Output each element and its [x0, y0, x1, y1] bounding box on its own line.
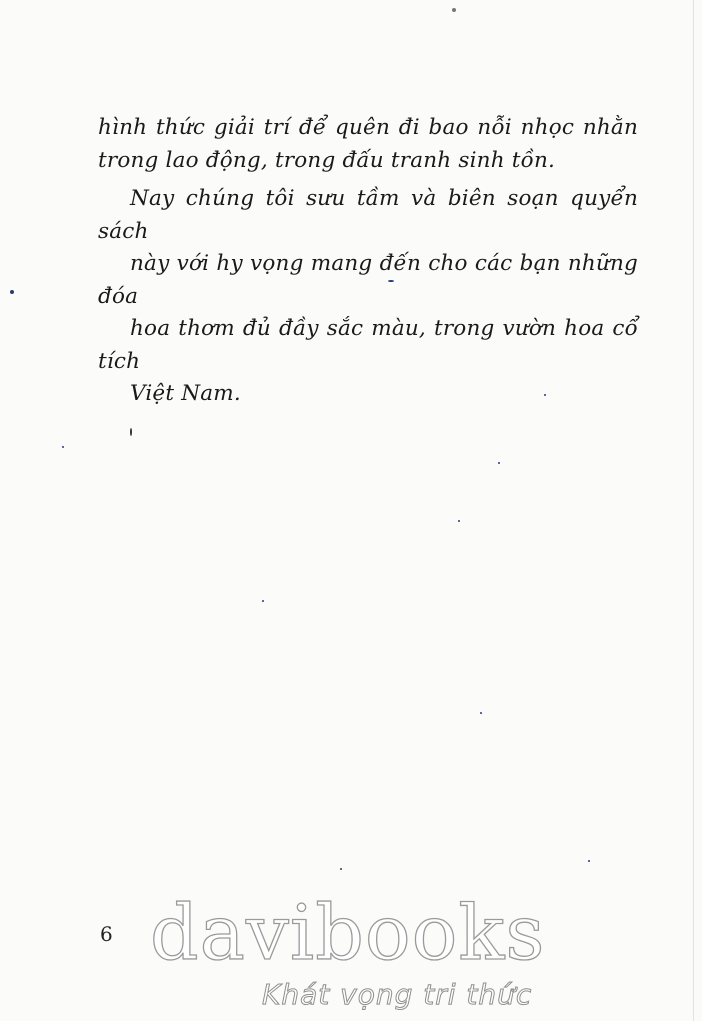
- scan-speck: [544, 394, 546, 396]
- paragraph-2: [98, 183, 638, 411]
- page-number: 6: [100, 922, 113, 946]
- scan-speck: [62, 446, 64, 448]
- text-line: trong lao động, trong đấu tranh sinh tồn.: [98, 147, 556, 173]
- watermark-logo: [150, 888, 570, 1018]
- scan-speck: [588, 860, 590, 862]
- text-line: này với hy vọng mang đến cho các bạn những đóa: [98, 251, 638, 309]
- text-line: Nay chúng tôi sưu tầm và biên soạn quyển sách: [98, 186, 638, 244]
- scan-speck: [480, 712, 482, 714]
- scan-speck: [10, 290, 14, 294]
- paragraph-1: [98, 112, 638, 177]
- scan-speck: [130, 428, 132, 436]
- text-line: hình thức giải trí để quên đi bao nỗi nhọc nhằn: [98, 115, 638, 140]
- text-line: hoa thơm đủ đầy sắc màu, trong vườn hoa cổ tích: [98, 316, 638, 374]
- watermark-brand: davibooks: [150, 888, 546, 977]
- scan-speck: [340, 868, 342, 870]
- scan-speck: [388, 280, 394, 282]
- watermark-tagline: Khát vọng tri thức: [262, 978, 533, 1011]
- scan-speck: [498, 462, 500, 464]
- scan-speck: [262, 600, 264, 602]
- scan-speck: [458, 520, 460, 522]
- text-line: Việt Nam.: [130, 381, 241, 406]
- body-text: [98, 112, 638, 411]
- page-edge: [693, 0, 694, 1021]
- scan-speck: [452, 8, 456, 12]
